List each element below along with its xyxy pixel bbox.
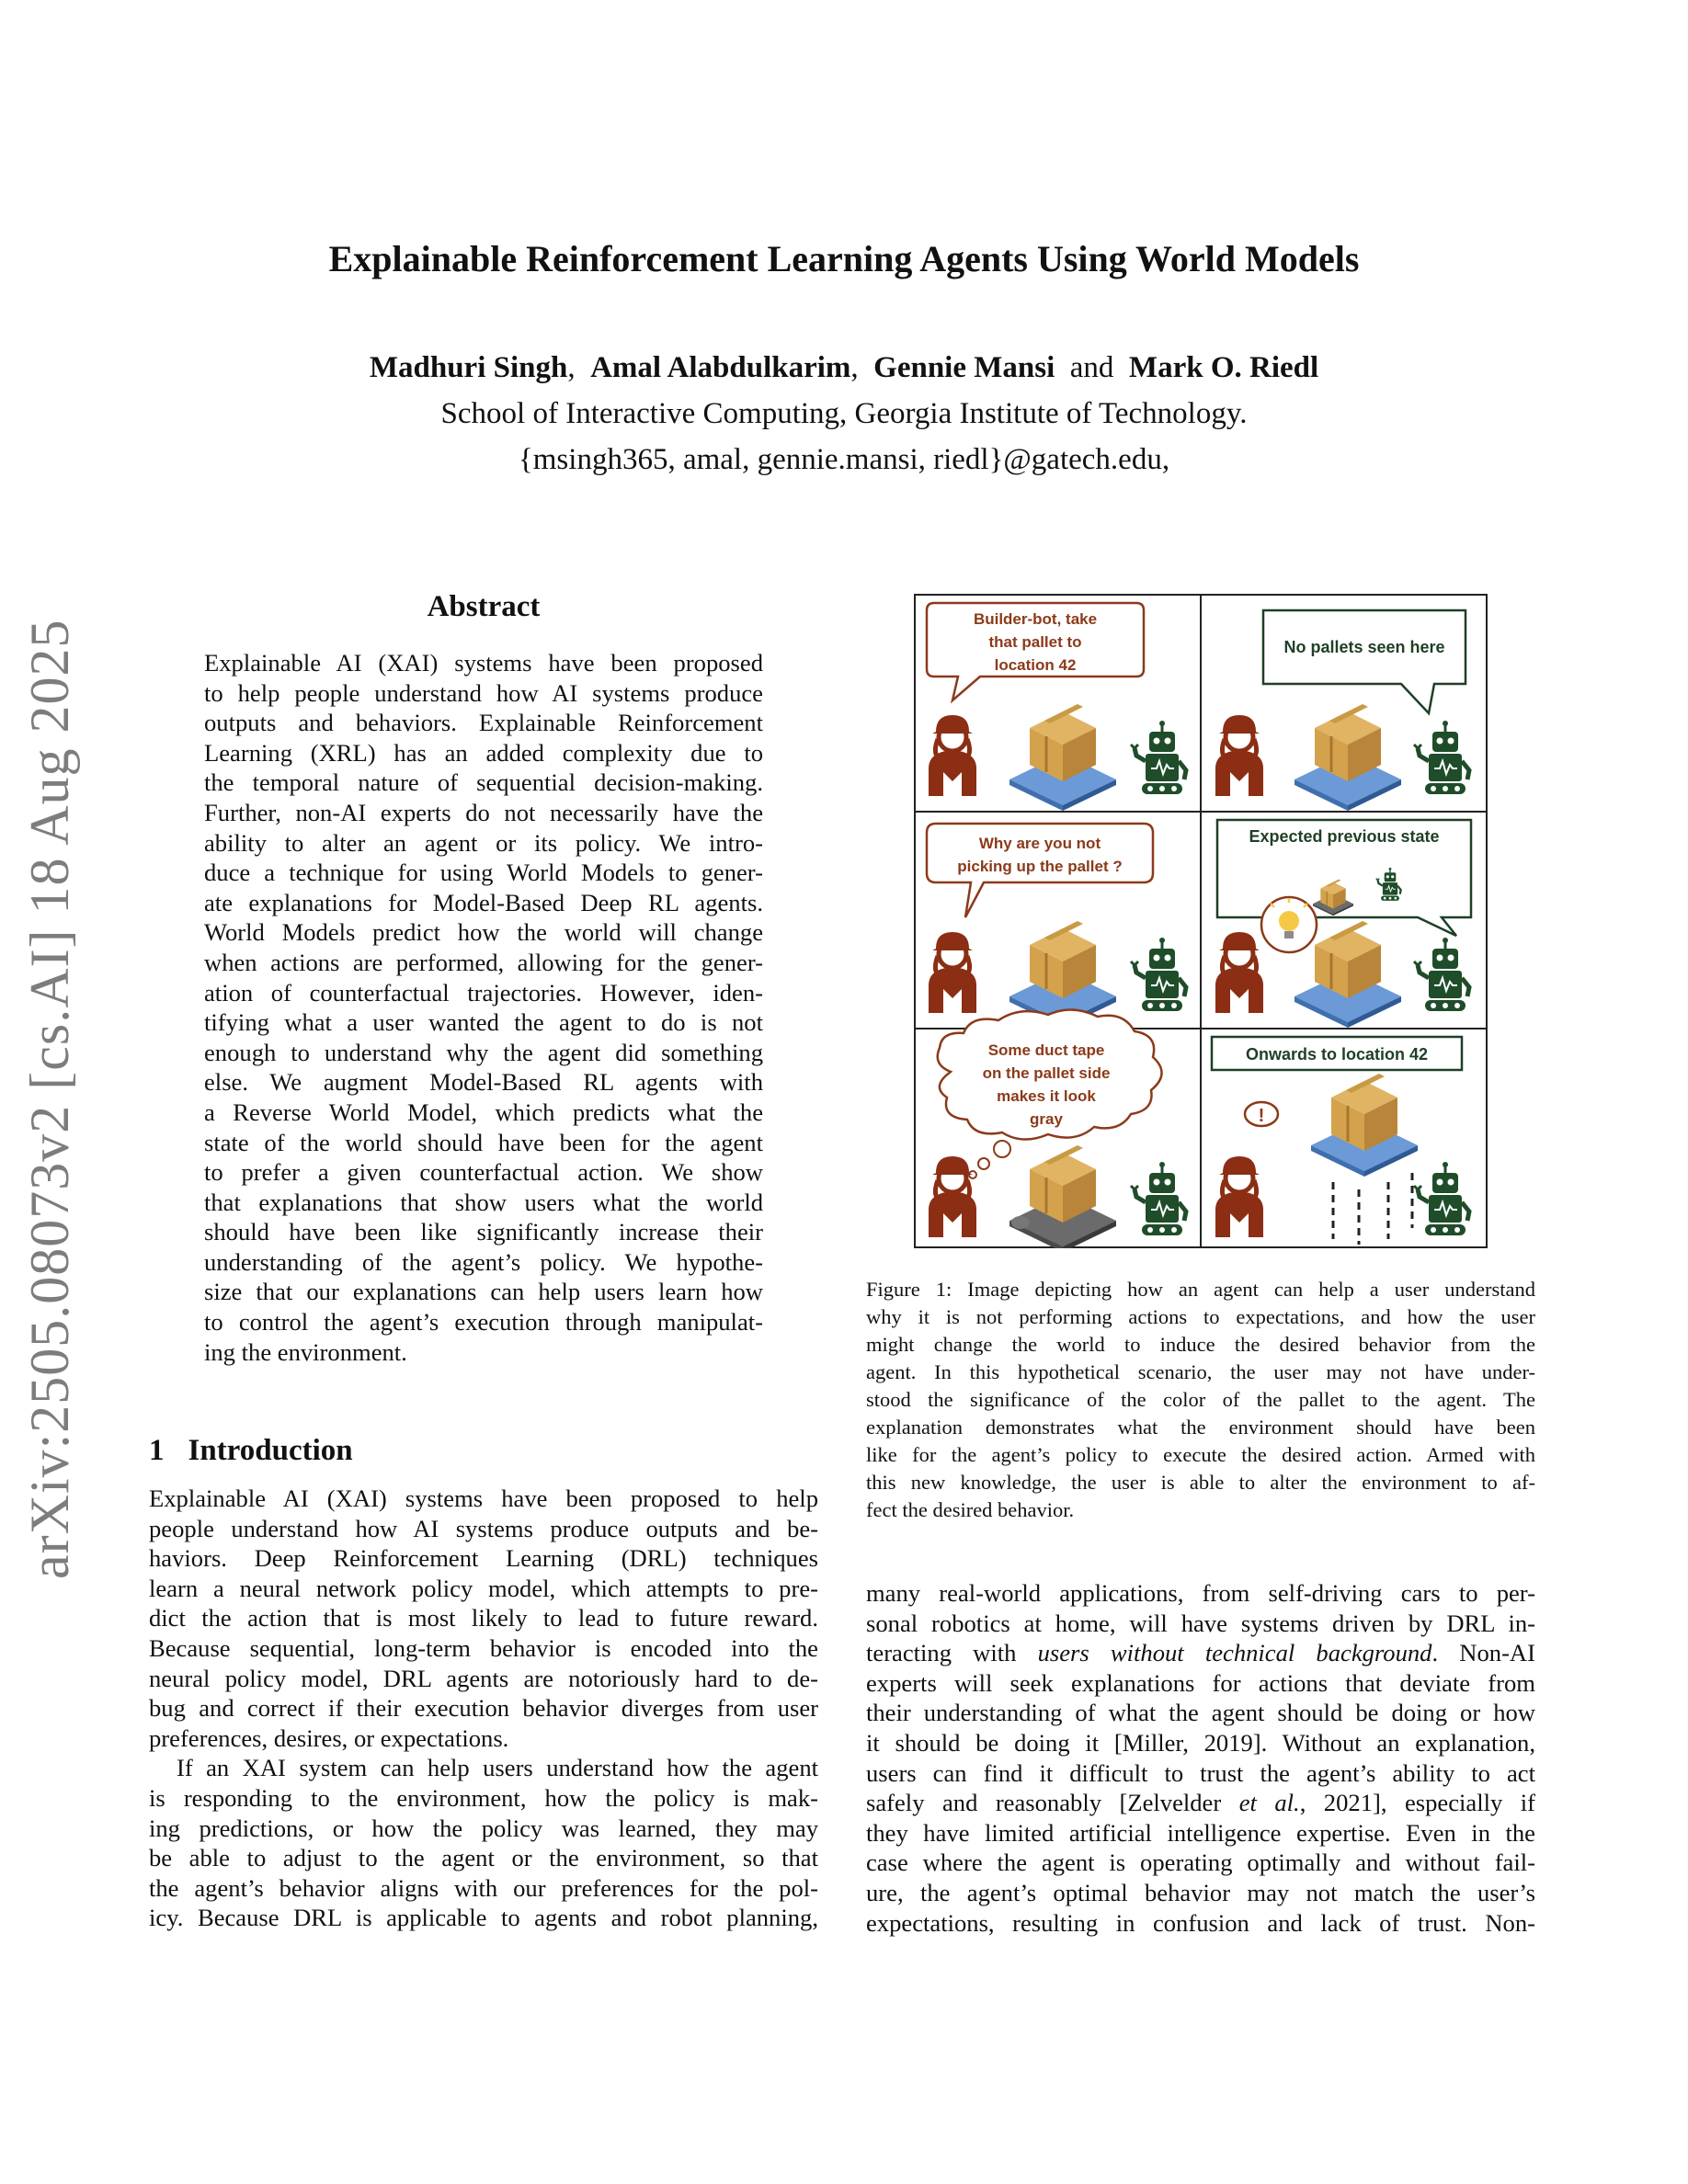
intro-col1-line: the agent’s behavior aligns with our preferences for the pol- [149, 1873, 818, 1902]
abstract-body [204, 648, 763, 1367]
abstract-line: size that our explanations can help users learn how [204, 1278, 763, 1306]
author-emails: {msingh365, amal, gennie.mansi, riedl}@gatech.edu, [518, 443, 1170, 476]
intro-col1-line: be able to adjust to the agent or the environment, so that [149, 1844, 818, 1872]
intro-col1-line: dict the action that is most likely to lead to future reward. [149, 1604, 818, 1632]
abstract-line: outputs and behaviors. Explainable Reinforcement [204, 709, 763, 737]
introduction-column-2 [866, 1578, 1535, 1938]
fig-caption-line: explanation demonstrates what the environment should have been [866, 1416, 1535, 1439]
intro-col1-line: If an XAI system can help users understand how the agent [177, 1754, 818, 1782]
intro-col2-line: experts will seek explanations for actions that deviate from [866, 1668, 1535, 1697]
panel-1-speech-line-1: Builder-bot, take [973, 610, 1098, 628]
abstract-line: ate explanations for Model-Based Deep RL agents. [204, 888, 763, 916]
abstract-line: Learning (XRL) has an added complexity due to [204, 738, 763, 767]
abstract-line: else. We augment Model-Based RL agents with [204, 1068, 763, 1097]
author-3: Gennie Mansi [873, 351, 1055, 384]
abstract-line: ing the environment. [204, 1337, 407, 1366]
abstract-line: Explainable AI (XAI) systems have been proposed [204, 649, 763, 677]
panel-3-speech-line-1: Why are you not [978, 835, 1101, 852]
intro-col1-line: bug and correct if their execution behavior diverges from user [149, 1694, 818, 1723]
paper-title: Explainable Reinforcement Learning Agents Using World Models [328, 238, 1360, 279]
arxiv-stamp: arXiv:2505.08073v2 [cs.AI] 18 Aug 2025 [19, 619, 80, 1579]
intro-col2-line: it should be doing it [Miller, 2019]. Without an explanation, [866, 1728, 1535, 1757]
abstract-line: to prefer a given counterfactual action. We show [204, 1158, 763, 1187]
fig-caption-line: agent. In this hypothetical scenario, the user may not have under- [866, 1360, 1535, 1383]
affiliation: School of Interactive Computing, Georgia Institute of Technology. [440, 397, 1248, 430]
fig-caption-line: fect the desired behavior. [866, 1498, 1075, 1521]
abstract-line: when actions are performed, allowing for the gener- [204, 948, 763, 976]
panel-1-speech-line-3: location 42 [994, 656, 1077, 674]
author-and: and [1069, 351, 1114, 384]
author-1: Madhuri Singh [369, 351, 568, 384]
section-title: Introduction [188, 1434, 353, 1467]
abstract-line: state of the world should have been for the agent [204, 1128, 763, 1156]
intro-col2-line: case where the agent is operating optimally and without fail- [866, 1848, 1535, 1877]
abstract-line: tifying what a user wanted the agent to do is not [204, 1008, 763, 1037]
panel-5-thought-line-4: gray [1030, 1110, 1063, 1128]
introduction-column-1 [149, 1484, 818, 1933]
fig-caption-line: might change the world to induce the desired behavior from the [866, 1333, 1535, 1356]
panel-3-speech-line-2: picking up the pallet ? [957, 858, 1123, 875]
intro-col1-line: Because sequential, long-term behavior is encoded into the [149, 1633, 818, 1662]
intro-col2-line: teracting with users without technical background. Non-AI [866, 1639, 1535, 1667]
abstract-line: duce a technique for using World Models to gener- [204, 859, 763, 887]
intro-col2-line: expectations, resulting in confusion and lack of trust. Non- [866, 1908, 1535, 1937]
intro-col2-line: their understanding of what the agent should be doing or how [866, 1699, 1535, 1727]
intro-col1-line: learn a neural network policy model, which attempts to pre- [149, 1574, 818, 1602]
panel-5-thought-line-1: Some duct tape [987, 1041, 1105, 1059]
abstract-line: World Models predict how the world will change [204, 918, 763, 947]
intro-col1-line: Explainable AI (XAI) systems have been proposed to help [149, 1484, 818, 1512]
intro-col1-line: preferences, desires, or expectations. [149, 1723, 509, 1752]
panel-1-speech-line-2: that pallet to [988, 633, 1082, 651]
fig-caption-line: Figure 1: Image depicting how an agent can help a user understand [866, 1278, 1535, 1301]
panel-6-exclaim: ! [1258, 1106, 1265, 1126]
abstract-line: Further, non-AI experts do not necessarily have the [204, 798, 763, 826]
fig-caption-line: why it is not performing actions to expectations, and how the user [866, 1305, 1535, 1328]
fig-caption-line: like for the agent’s policy to execute the desired action. Armed with [866, 1443, 1535, 1466]
abstract-line: to control the agent’s execution through manipulat- [204, 1308, 763, 1337]
abstract-line: enough to understand why the agent did something [204, 1038, 763, 1066]
fig-caption-line: this new knowledge, the user is able to alter the environment to af- [866, 1471, 1535, 1494]
author-4: Mark O. Riedl [1128, 351, 1319, 384]
intro-col1-line: people understand how AI systems produce outputs and be- [149, 1514, 818, 1542]
author-list: Madhuri Singh, Amal Alabdulkarim, Gennie Mansi and Mark O. Riedl [369, 351, 1319, 384]
figure-1-caption [866, 1276, 1535, 1524]
section-number: 1 [149, 1434, 165, 1467]
panel-2-speech: No pallets seen here [1283, 638, 1445, 656]
panel-6-speech: Onwards to location 42 [1245, 1045, 1429, 1064]
abstract-line: to help people understand how AI systems produce [204, 678, 763, 707]
panel-5-thought-line-3: makes it look [997, 1087, 1096, 1105]
fig-caption-line: stood the significance of the color of the pallet to the agent. The [866, 1388, 1535, 1411]
intro-col2-line: many real-world applications, from self-driving cars to per- [866, 1579, 1535, 1607]
intro-col1-line: neural policy model, DRL agents are notoriously hard to de- [149, 1664, 818, 1692]
abstract-line: the temporal nature of sequential decision-making. [204, 768, 763, 797]
intro-col2-line: ure, the agent’s optimal behavior may not match the user’s [866, 1878, 1535, 1906]
panel-5-thought-line-2: on the pallet side [982, 1064, 1111, 1082]
abstract-line: ation of counterfactual trajectories. However, iden- [204, 978, 763, 1007]
intro-col1-line: ing predictions, or how the policy was learned, they may [149, 1814, 818, 1842]
author-2: Amal Alabdulkarim [590, 351, 851, 384]
abstract-line: a Reverse World Model, which predicts what the [204, 1098, 763, 1126]
intro-col2-line: they have limited artificial intelligence expertise. Even in the [866, 1818, 1535, 1847]
panel-4-speech: Expected previous state [1249, 827, 1440, 846]
intro-col1-line: is responding to the environment, how the policy is mak- [149, 1783, 818, 1812]
intro-col2-line: sonal robotics at home, will have systems driven by DRL in- [866, 1609, 1535, 1637]
abstract-line: ability to alter an agent or its policy. We intro- [204, 828, 763, 857]
abstract-line: should have been like significantly increase their [204, 1218, 763, 1246]
figure-1-comic [914, 594, 1488, 1248]
intro-col2-line: safely and reasonably [Zelvelder et al., 2021], especially if [866, 1789, 1535, 1817]
abstract-line: that explanations that show users what the world [204, 1188, 763, 1216]
section-heading-introduction [149, 1434, 353, 1468]
abstract-heading: Abstract [427, 590, 541, 623]
intro-col1-line: icy. Because DRL is applicable to agents and robot planning, [149, 1904, 818, 1932]
intro-col2-line: users can find it difficult to trust the agent’s ability to act [866, 1758, 1535, 1787]
intro-col1-line: haviors. Deep Reinforcement Learning (DRL) techniques [149, 1544, 818, 1573]
abstract-line: understanding of the agent’s policy. We hypothe- [204, 1247, 763, 1276]
